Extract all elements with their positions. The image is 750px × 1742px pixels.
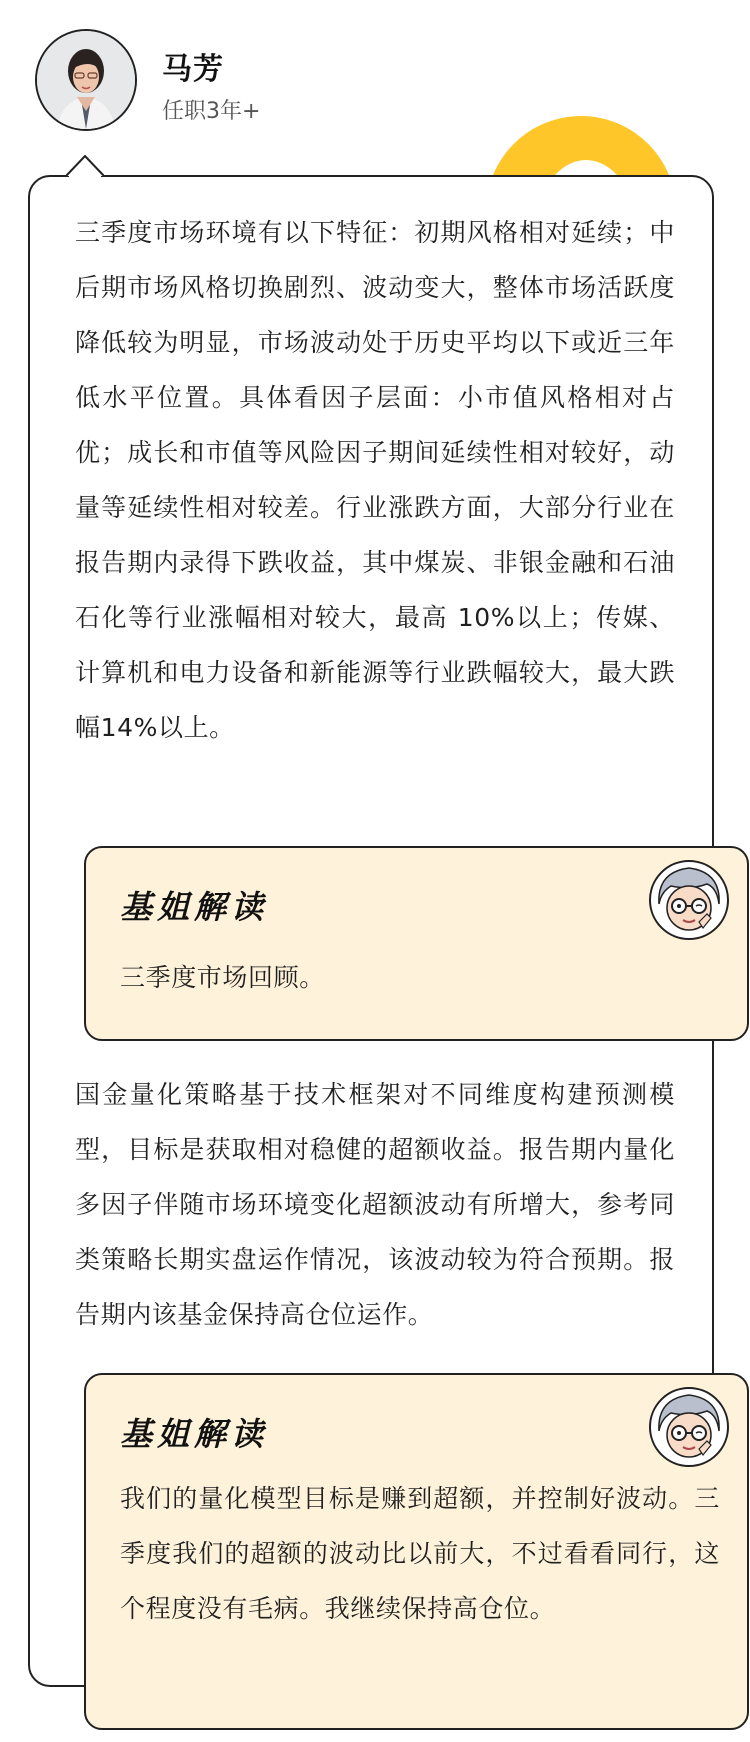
interpretation-text: 三季度市场回顾。 bbox=[120, 963, 325, 992]
commentary-paragraph-2: 国金量化策略基于技术框架对不同维度构建预测模型，目标是获取相对稳健的超额收益。报告期内量化多因子伴随市场环境变化超额波动有所增大，参考同类策略长期实盘运作情况，该波动较为符合预期。报告期内该基金保持高仓位运作。 bbox=[75, 1080, 675, 1329]
avatar-portrait-icon bbox=[37, 31, 135, 129]
interpretation-box-1 bbox=[84, 846, 749, 1041]
interpretation-title: 基姐解读 bbox=[120, 1415, 269, 1453]
interpretation-box-2 bbox=[84, 1373, 749, 1730]
granny-glasses-icon bbox=[647, 858, 731, 942]
interpretation-title: 基姐解读 bbox=[120, 888, 269, 926]
commentary-paragraph-1: 三季度市场环境有以下特征：初期风格相对延续；中后期市场风格切换剧烈、波动变大，整体市场活跃度降低较为明显，市场波动处于历史平均以下或近三年低水平位置。具体看因子层面：小市值风格相对占优；成长和市值等风险因子期间延续性相对较好，动量等延续性相对较差。行业涨跌方面，大部分行业在报告期内录得下跌收益，其中煤炭、非银金融和石油石化等行业涨幅相对较大，最高 10%以上；传媒、计算机和电力设备和新能源等行业跌幅较大，最大跌幅14%以上。 bbox=[75, 218, 675, 742]
manager-tenure: 任职3年+ bbox=[162, 99, 261, 124]
manager-name: 马芳 bbox=[162, 52, 224, 87]
interpretation-text: 我们的量化模型目标是赚到超额，并控制好波动。三季度我们的超额的波动比以前大，不过看看同行，这个程度没有毛病。我继续保持高仓位。 bbox=[120, 1484, 720, 1623]
manager-avatar bbox=[35, 29, 137, 131]
granny-glasses-icon bbox=[647, 1385, 731, 1469]
speech-tail bbox=[66, 155, 104, 177]
